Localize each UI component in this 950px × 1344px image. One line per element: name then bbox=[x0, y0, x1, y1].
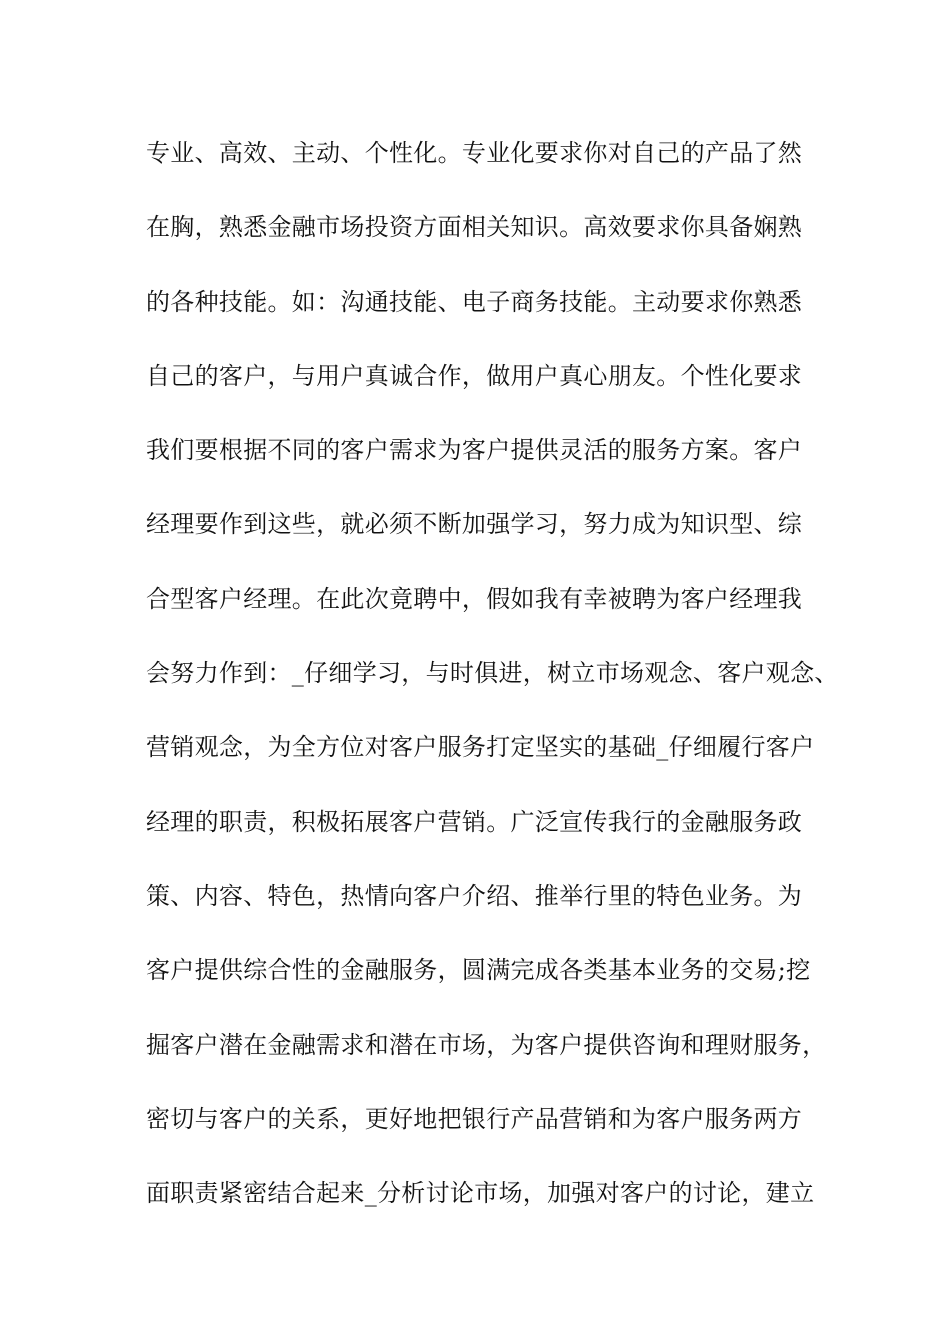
text-line: 面职责紧密结合起来_分析讨论市场，加强对客户的讨论，建立 bbox=[146, 1179, 815, 1208]
text-line: 客户提供综合性的金融服务，圆满完成各类基本业务的交易;挖 bbox=[146, 956, 811, 985]
body-text bbox=[146, 131, 839, 1245]
text-line: 策、内容、特色，热情向客户介绍、推举行里的特色业务。为 bbox=[146, 881, 803, 910]
text-line: 合型客户经理。在此次竟聘中，假如我有幸被聘为客户经理我 bbox=[146, 584, 803, 613]
text-line: 专业、高效、主动、个性化。专业化要求你对自己的产品了然 bbox=[146, 139, 803, 167]
text-line: 的各种技能。如：沟通技能、电子商务技能。主动要求你熟悉 bbox=[146, 287, 803, 316]
text-line: 经理要作到这些，就必须不断加强学习，努力成为知识型、综 bbox=[146, 510, 803, 539]
text-line: 经理的职责，积极拓展客户营销。广泛宣传我行的金融服务政 bbox=[146, 807, 803, 836]
text-line: 自己的客户，与用户真诚合作，做用户真心朋友。个性化要求 bbox=[146, 361, 803, 390]
text-line: 密切与客户的关系，更好地把银行产品营销和为客户服务两方 bbox=[146, 1104, 803, 1133]
text-line: 营销观念，为全方位对客户服务打定坚实的基础_仔细履行客户 bbox=[146, 733, 815, 762]
text-line: 掘客户潜在金融需求和潜在市场，为客户提供咨询和理财服务， bbox=[146, 1030, 827, 1059]
text-line: 在胸，熟悉金融市场投资方面相关知识。高效要求你具备娴熟 bbox=[146, 213, 803, 242]
text-line: 我们要根据不同的客户需求为客户提供灵活的服务方案。客户 bbox=[146, 436, 803, 465]
text-line: 会努力作到：_仔细学习，与时俱进，树立市场观念、客户观念、 bbox=[146, 659, 839, 688]
